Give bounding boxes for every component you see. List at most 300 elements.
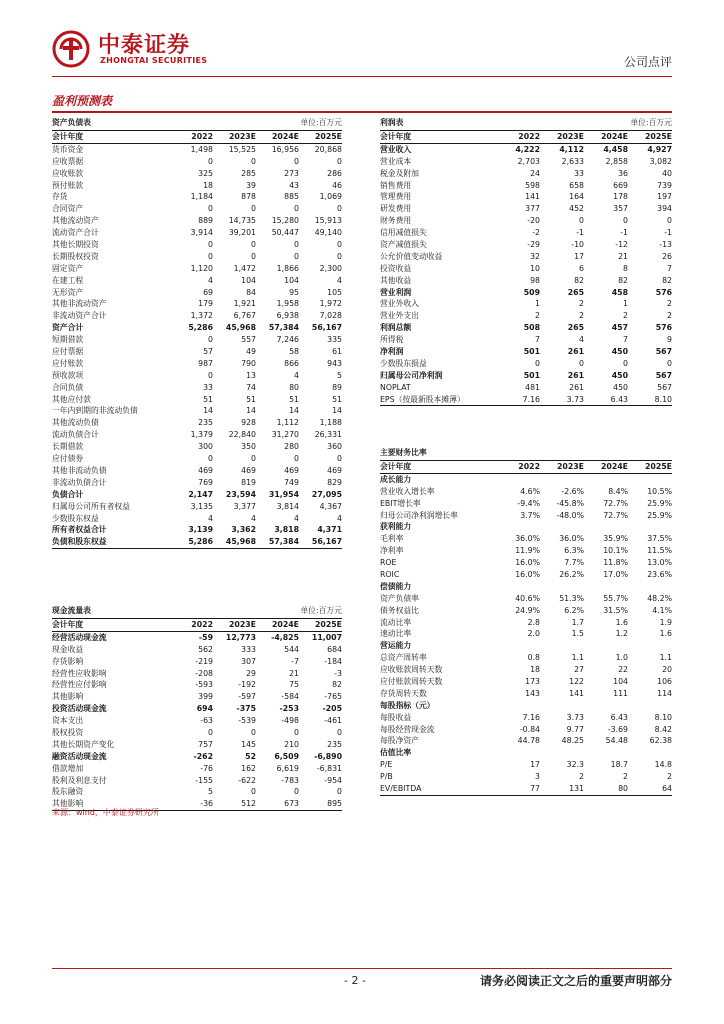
cell-value: 360 bbox=[327, 442, 342, 452]
cell-value: 333 bbox=[241, 644, 256, 654]
cell-value: 77 bbox=[530, 784, 540, 794]
cell-value: 179 bbox=[198, 299, 213, 309]
cell-value: 6 bbox=[579, 263, 584, 273]
cell-value: -12 bbox=[615, 240, 628, 250]
cell-value: 0 bbox=[294, 204, 299, 214]
cell-value: 325 bbox=[198, 168, 213, 178]
cell-value: 0 bbox=[337, 204, 342, 214]
table-row bbox=[380, 239, 672, 251]
cell-value: -20 bbox=[527, 216, 540, 226]
cell-value: 55.7% bbox=[603, 593, 628, 603]
cell-value: 457 bbox=[611, 323, 628, 333]
cell-value: 15,913 bbox=[314, 216, 342, 226]
column-header-year: 2022 bbox=[191, 620, 213, 629]
table-row bbox=[380, 652, 672, 664]
cell-value: 0 bbox=[337, 251, 342, 261]
column-header-label: 会计年度 bbox=[52, 620, 84, 629]
cell-value: 4.1% bbox=[652, 605, 672, 615]
table-row bbox=[52, 156, 342, 168]
row-label: 流动负债合计 bbox=[52, 430, 99, 440]
cell-value: 23,594 bbox=[225, 489, 256, 499]
row-label: 资本支出 bbox=[52, 716, 84, 726]
cell-value: 0 bbox=[251, 251, 256, 261]
row-label: 股东融资 bbox=[52, 787, 84, 797]
row-label: EBIT增长率 bbox=[380, 498, 421, 508]
cell-value: 273 bbox=[284, 168, 299, 178]
row-label: P/E bbox=[380, 760, 393, 770]
cell-value: 0 bbox=[337, 156, 342, 166]
table-row bbox=[380, 735, 672, 747]
row-label: 少数股东损益 bbox=[380, 358, 427, 368]
column-header-year: 2024E bbox=[271, 620, 299, 629]
cell-value: 819 bbox=[241, 477, 256, 487]
cell-value: 131 bbox=[569, 784, 584, 794]
table-unit: 单位:百万元 bbox=[300, 606, 342, 615]
table-title: 现金流量表 bbox=[52, 606, 91, 615]
cell-value: 0 bbox=[294, 251, 299, 261]
table-caption bbox=[52, 117, 342, 131]
cell-value: 889 bbox=[198, 216, 213, 226]
table-row bbox=[380, 298, 672, 310]
cell-value: 45,968 bbox=[225, 537, 256, 547]
cell-value: 31,270 bbox=[271, 430, 299, 440]
cell-value: 80 bbox=[289, 382, 299, 392]
cell-value: -45.8% bbox=[556, 498, 584, 508]
cell-value: 0 bbox=[623, 358, 628, 368]
financial-ratios-table bbox=[380, 447, 672, 796]
row-label: 无形资产 bbox=[52, 287, 84, 297]
row-label: 现金收益 bbox=[52, 644, 84, 654]
cell-value: 106 bbox=[657, 677, 672, 687]
source-note: 来源：wind，中泰证券研究所 bbox=[52, 808, 159, 817]
cell-value: 84 bbox=[246, 287, 256, 297]
cell-value: 141 bbox=[569, 688, 584, 698]
cell-value: -205 bbox=[322, 704, 342, 714]
cell-value: 5 bbox=[208, 787, 213, 797]
row-label: 公允价值变动收益 bbox=[380, 251, 443, 261]
cell-value: 27,095 bbox=[311, 489, 342, 499]
table-row bbox=[52, 477, 342, 489]
table-row bbox=[380, 617, 672, 629]
table-row bbox=[52, 168, 342, 180]
cell-value: 80 bbox=[618, 784, 628, 794]
cell-value: 51 bbox=[289, 394, 299, 404]
cell-value: 6,509 bbox=[274, 751, 299, 761]
row-label: 速动比率 bbox=[380, 629, 412, 639]
cell-value: 82 bbox=[574, 275, 584, 285]
table-row bbox=[380, 628, 672, 640]
cell-value: 1.1 bbox=[571, 653, 584, 663]
table-row bbox=[380, 180, 672, 192]
table-title: 利润表 bbox=[380, 118, 404, 127]
cell-value: 377 bbox=[525, 204, 540, 214]
row-label: EPS（按最新股本摊薄） bbox=[380, 394, 465, 404]
table-row bbox=[52, 215, 342, 227]
cell-value: 31.5% bbox=[603, 605, 628, 615]
cell-value: 17.0% bbox=[603, 570, 628, 580]
row-label: 股利及利息支付 bbox=[52, 775, 107, 785]
cell-value: 51 bbox=[203, 394, 213, 404]
table-row bbox=[380, 382, 672, 394]
cell-value: 29 bbox=[246, 668, 256, 678]
cell-value: 57,384 bbox=[268, 323, 299, 333]
cell-value: 394 bbox=[657, 204, 672, 214]
cell-value: -1 bbox=[576, 228, 584, 238]
cell-value: 2 bbox=[623, 311, 628, 321]
cell-value: 51 bbox=[246, 394, 256, 404]
cell-value: 1,472 bbox=[233, 263, 256, 273]
cell-value: 3.73 bbox=[566, 712, 584, 722]
cell-value: 3,139 bbox=[188, 525, 213, 535]
row-label: 流动比率 bbox=[380, 617, 412, 627]
row-label: 资产减值损失 bbox=[380, 240, 427, 250]
row-label: 其他流动资产 bbox=[52, 216, 99, 226]
column-header-year: 2022 bbox=[518, 132, 540, 141]
cell-value: 33 bbox=[203, 382, 213, 392]
cell-value: 122 bbox=[569, 677, 584, 687]
cell-value: 1.7 bbox=[571, 617, 584, 627]
table-row bbox=[380, 712, 672, 724]
table-title: 主要财务比率 bbox=[380, 448, 427, 457]
cell-value: -9.4% bbox=[517, 498, 540, 508]
row-label: 投资收益 bbox=[380, 263, 412, 273]
row-label: 应收账款周转天数 bbox=[380, 665, 443, 675]
cell-value: 22 bbox=[618, 665, 628, 675]
cell-value: 89 bbox=[332, 382, 342, 392]
cell-value: 1,120 bbox=[190, 263, 213, 273]
table-row bbox=[380, 640, 672, 652]
cell-value: 829 bbox=[327, 477, 342, 487]
cell-value: 265 bbox=[567, 323, 584, 333]
cell-value: 335 bbox=[327, 335, 342, 345]
row-label: 销售费用 bbox=[380, 180, 412, 190]
cell-value: 8.10 bbox=[654, 712, 672, 722]
cell-value: 866 bbox=[284, 358, 299, 368]
row-label: 每股指标（元） bbox=[380, 700, 435, 710]
cell-value: -262 bbox=[193, 751, 213, 761]
table-row bbox=[380, 700, 672, 712]
cell-value: 2 bbox=[667, 299, 672, 309]
column-header-year: 2022 bbox=[191, 132, 213, 141]
cell-value: -2 bbox=[532, 228, 540, 238]
cell-value: 1,184 bbox=[190, 192, 213, 202]
cell-value: 501 bbox=[523, 347, 540, 357]
cell-value: 7.7% bbox=[564, 558, 584, 568]
table-row bbox=[380, 275, 672, 287]
cell-value: 0 bbox=[251, 156, 256, 166]
cell-value: 452 bbox=[569, 204, 584, 214]
cell-value: 7 bbox=[623, 335, 628, 345]
table-row bbox=[52, 180, 342, 192]
cell-value: 2 bbox=[579, 299, 584, 309]
row-label: 归属母公司所有者权益 bbox=[52, 501, 130, 511]
cell-value: 11.9% bbox=[515, 546, 540, 556]
table-row bbox=[52, 501, 342, 513]
cash-flow-table bbox=[52, 605, 342, 811]
row-label: 所得税 bbox=[380, 335, 404, 345]
cell-value: -10 bbox=[571, 240, 584, 250]
cell-value: 5,286 bbox=[188, 537, 213, 547]
cell-value: 469 bbox=[241, 465, 256, 475]
cell-value: 0 bbox=[251, 240, 256, 250]
cell-value: 173 bbox=[525, 677, 540, 687]
table-row bbox=[52, 656, 342, 668]
column-header-label: 会计年度 bbox=[380, 132, 412, 141]
cell-value: 694 bbox=[196, 704, 213, 714]
cell-value: 210 bbox=[284, 739, 299, 749]
cell-value: 16,956 bbox=[271, 144, 299, 154]
table-row bbox=[380, 557, 672, 569]
cell-value: 0.8 bbox=[527, 653, 540, 663]
cell-value: 3 bbox=[535, 772, 540, 782]
cell-value: -155 bbox=[195, 775, 213, 785]
table-row bbox=[52, 322, 342, 334]
row-label: 每股净资产 bbox=[380, 736, 419, 746]
cell-value: 4 bbox=[251, 513, 256, 523]
cell-value: 3,362 bbox=[231, 525, 256, 535]
cell-value: 1,921 bbox=[233, 299, 256, 309]
cell-value: 16.0% bbox=[515, 558, 540, 568]
cell-value: 26,331 bbox=[314, 430, 342, 440]
cell-value: 0 bbox=[208, 251, 213, 261]
zhongtai-logo-icon bbox=[52, 30, 90, 68]
cell-value: 18 bbox=[530, 665, 540, 675]
table-row bbox=[52, 287, 342, 299]
cell-value: 52 bbox=[245, 751, 256, 761]
table-row bbox=[380, 346, 672, 358]
table-row bbox=[52, 763, 342, 775]
cell-value: 285 bbox=[241, 168, 256, 178]
cell-value: 1.0 bbox=[615, 653, 628, 663]
table-row bbox=[380, 747, 672, 759]
table-row bbox=[380, 474, 672, 486]
cell-value: -6,890 bbox=[314, 751, 342, 761]
cell-value: -2.6% bbox=[561, 486, 584, 496]
cell-value: 4 bbox=[208, 275, 213, 285]
column-header-label: 会计年度 bbox=[52, 132, 84, 141]
cell-value: -0.84 bbox=[519, 724, 540, 734]
cell-value: 104 bbox=[613, 677, 628, 687]
cell-value: 15,525 bbox=[228, 144, 256, 154]
cell-value: 7,246 bbox=[276, 335, 299, 345]
cell-value: 1 bbox=[623, 299, 628, 309]
row-label: 负债合计 bbox=[52, 489, 84, 499]
cell-value: 3,814 bbox=[276, 501, 299, 511]
page-header bbox=[0, 0, 724, 92]
cell-value: 1,958 bbox=[276, 299, 299, 309]
cell-value: -539 bbox=[238, 716, 256, 726]
row-label: 长期借款 bbox=[52, 442, 84, 452]
row-label: 应付票据 bbox=[52, 347, 84, 357]
column-header-label: 会计年度 bbox=[380, 462, 412, 471]
cell-value: -783 bbox=[281, 775, 299, 785]
table-row bbox=[380, 370, 672, 382]
table-row bbox=[52, 405, 342, 417]
cell-value: -1 bbox=[664, 228, 672, 238]
cell-value: 0 bbox=[623, 216, 628, 226]
row-label: 每股经营现金流 bbox=[380, 724, 435, 734]
cell-value: 57 bbox=[203, 347, 213, 357]
cell-value: 82 bbox=[332, 680, 342, 690]
cell-value: 36.0% bbox=[515, 534, 540, 544]
cell-value: 39 bbox=[246, 180, 256, 190]
table-row bbox=[52, 453, 342, 465]
cell-value: 6.3% bbox=[564, 546, 584, 556]
cell-value: 105 bbox=[327, 287, 342, 297]
table-row bbox=[380, 533, 672, 545]
cell-value: 3,377 bbox=[233, 501, 256, 511]
table-row bbox=[380, 322, 672, 334]
report-type-label: 公司点评 bbox=[623, 55, 672, 69]
table-unit: 单位:百万元 bbox=[300, 118, 342, 127]
cell-value: 2,147 bbox=[188, 489, 213, 499]
cell-value: 450 bbox=[611, 370, 628, 380]
table-row bbox=[380, 144, 672, 156]
cell-value: 1.9 bbox=[659, 617, 672, 627]
cell-value: 12,773 bbox=[225, 632, 256, 642]
cell-value: 8.4% bbox=[608, 486, 628, 496]
cell-value: 2 bbox=[535, 311, 540, 321]
row-label: 存货影响 bbox=[52, 656, 84, 666]
disclaimer-note: 请务必阅读正文之后的重要声明部分 bbox=[479, 974, 672, 988]
cell-value: 40 bbox=[662, 168, 672, 178]
cell-value: 56,167 bbox=[311, 537, 342, 547]
cell-value: 598 bbox=[525, 180, 540, 190]
row-label: 估值比率 bbox=[380, 748, 412, 758]
row-label: 应付账款 bbox=[52, 358, 84, 368]
cell-value: 4 bbox=[337, 275, 342, 285]
row-label: 少数股东权益 bbox=[52, 513, 99, 523]
cell-value: 1.6 bbox=[615, 617, 628, 627]
row-label: 预收款项 bbox=[52, 370, 84, 380]
cell-value: 0 bbox=[208, 370, 213, 380]
cell-value: -13 bbox=[659, 240, 672, 250]
cell-value: 26 bbox=[662, 251, 672, 261]
cell-value: 6.2% bbox=[564, 605, 584, 615]
cell-value: 48.2% bbox=[647, 593, 672, 603]
row-label: 总资产周转率 bbox=[380, 653, 427, 663]
cell-value: 1 bbox=[535, 299, 540, 309]
column-header-year: 2023E bbox=[556, 132, 584, 141]
table-row bbox=[52, 346, 342, 358]
cell-value: 18.7 bbox=[610, 760, 628, 770]
row-label: 归母公司净利润增长率 bbox=[380, 510, 458, 520]
cell-value: 16.0% bbox=[515, 570, 540, 580]
cell-value: 2 bbox=[579, 772, 584, 782]
cell-value: 0 bbox=[208, 156, 213, 166]
cell-value: 512 bbox=[241, 799, 256, 809]
cell-value: -765 bbox=[324, 692, 342, 702]
cell-value: 40.6% bbox=[515, 593, 540, 603]
row-label: 资产合计 bbox=[52, 323, 84, 333]
cell-value: 562 bbox=[198, 644, 213, 654]
cell-value: 2.0 bbox=[527, 629, 540, 639]
cell-value: 9 bbox=[667, 335, 672, 345]
cell-value: 0 bbox=[294, 454, 299, 464]
cell-value: 49,140 bbox=[314, 228, 342, 238]
cell-value: 10 bbox=[530, 263, 540, 273]
row-label: 财务费用 bbox=[380, 216, 412, 226]
cell-value: 162 bbox=[241, 763, 256, 773]
cell-value: 0 bbox=[579, 216, 584, 226]
table-unit: 单位:百万元 bbox=[630, 118, 672, 127]
cell-value: 1,379 bbox=[190, 430, 213, 440]
table-row bbox=[380, 664, 672, 676]
cell-value: -76 bbox=[200, 763, 213, 773]
cell-value: 928 bbox=[241, 418, 256, 428]
row-label: 其他非流动资产 bbox=[52, 299, 107, 309]
cell-value: 0 bbox=[667, 358, 672, 368]
cell-value: 4.6% bbox=[520, 486, 540, 496]
cell-value: 22,840 bbox=[228, 430, 256, 440]
table-row bbox=[52, 679, 342, 691]
cell-value: 25.9% bbox=[647, 510, 672, 520]
cell-value: -593 bbox=[195, 680, 213, 690]
cell-value: 4,222 bbox=[515, 144, 540, 154]
cell-value: 18 bbox=[203, 180, 213, 190]
row-label: 经营性应收影响 bbox=[52, 668, 107, 678]
row-label: 经营活动现金流 bbox=[52, 632, 107, 642]
cell-value: 8 bbox=[623, 263, 628, 273]
cell-value: 300 bbox=[198, 442, 213, 452]
row-label: 其他收益 bbox=[380, 275, 412, 285]
cell-value: 27 bbox=[574, 665, 584, 675]
table-row bbox=[52, 727, 342, 739]
cell-value: 11.8% bbox=[603, 558, 628, 568]
cell-value: 82 bbox=[662, 275, 672, 285]
cell-value: -3.69 bbox=[607, 724, 628, 734]
row-label: 债务权益比 bbox=[380, 605, 419, 615]
row-label: 净利润 bbox=[380, 347, 404, 357]
table-row bbox=[380, 334, 672, 346]
section-title: 盈利预测表 bbox=[52, 94, 113, 108]
cell-value: 469 bbox=[284, 465, 299, 475]
row-label: 营业外收入 bbox=[380, 299, 419, 309]
cell-value: 21 bbox=[618, 251, 628, 261]
row-label: P/B bbox=[380, 772, 393, 782]
table-row bbox=[380, 724, 672, 736]
cell-value: 0 bbox=[535, 358, 540, 368]
cell-value: 1,372 bbox=[190, 311, 213, 321]
cell-value: 58 bbox=[289, 347, 299, 357]
row-label: 管理费用 bbox=[380, 192, 412, 202]
footer-divider bbox=[52, 968, 672, 969]
cell-value: 235 bbox=[327, 739, 342, 749]
row-label: 应付债券 bbox=[52, 454, 84, 464]
table-row bbox=[52, 632, 342, 644]
column-header-year: 2022 bbox=[518, 462, 540, 471]
cell-value: 399 bbox=[198, 692, 213, 702]
cell-value: 24.9% bbox=[515, 605, 540, 615]
table-row bbox=[52, 715, 342, 727]
column-header-year: 2023E bbox=[228, 132, 256, 141]
row-label: 偿债能力 bbox=[380, 581, 412, 591]
cell-value: 2,703 bbox=[517, 156, 540, 166]
table-row bbox=[380, 486, 672, 498]
cell-value: 4,458 bbox=[603, 144, 628, 154]
cell-value: 0 bbox=[251, 454, 256, 464]
table-row bbox=[52, 298, 342, 310]
row-label: 利润总额 bbox=[380, 323, 412, 333]
cell-value: 1.6 bbox=[659, 629, 672, 639]
row-label: 信用减值损失 bbox=[380, 228, 427, 238]
cell-value: 50,447 bbox=[271, 228, 299, 238]
row-label: 应收账款 bbox=[52, 168, 84, 178]
cell-value: 265 bbox=[567, 287, 584, 297]
row-label: 其他长期投资 bbox=[52, 240, 99, 250]
cell-value: 501 bbox=[523, 370, 540, 380]
cell-value: 2 bbox=[667, 772, 672, 782]
